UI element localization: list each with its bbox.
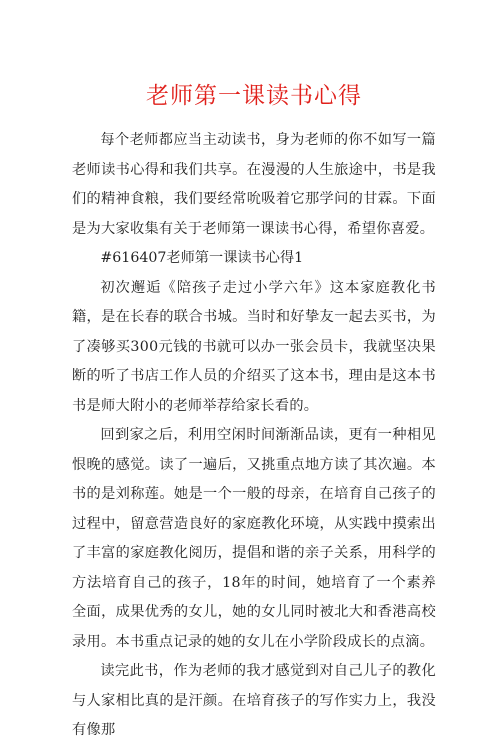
body-paragraph-3: 读完此书，作为老师的我才感觉到对自己儿子的教化与人家相比真的是汗颜。在培育孩子的写作实力上，我没有像那 [72, 663, 436, 738]
document-title: 老师第一课读书心得 [146, 83, 362, 109]
body-paragraph-2: 回到家之后，利用空闲时间渐渐品读，更有一种相见恨晚的感觉。读了一遍后，又挑重点地方读了其次遍。本书的是刘称莲。她是一个一般的母亲，在培育自己孩子的过程中，留意营造良好的家庭教化环境，从实践中摸索出了丰富的家庭教化阅历，提倡和谐的亲子关系，用科学的方法培育自己的孩子，18年的时间，她培育了一个素养全面，成果优秀的女儿，她的女儿同时被北大和香港高校录用。本书重点记录的她的女儿在小学阶段成长的点滴。 [72, 427, 436, 650]
intro-paragraph: 每个老师都应当主动读书，身为老师的你不如写一篇老师读书心得和我们共享。在漫漫的人生旅途中，书是我们的精神食粮，我们要经常吮吸着它那学问的甘霖。下面是为大家收集有关于老师第一课读书心得，希望你喜爱。 [72, 132, 436, 237]
body-paragraph-1: 初次邂逅《陪孩子走过小学六年》这本家庭教化书籍，是在长春的联合书城。当时和好挚友一起去买书，为了凑够买300元钱的书就可以办一张会员卡，我就坚决果断的听了书店工作人员的介绍买了这本书，理由是这本书书是师大附小的老师举荐给家长看的。 [72, 279, 436, 414]
section-heading: #616407老师第一课读书心得1 [100, 250, 304, 266]
